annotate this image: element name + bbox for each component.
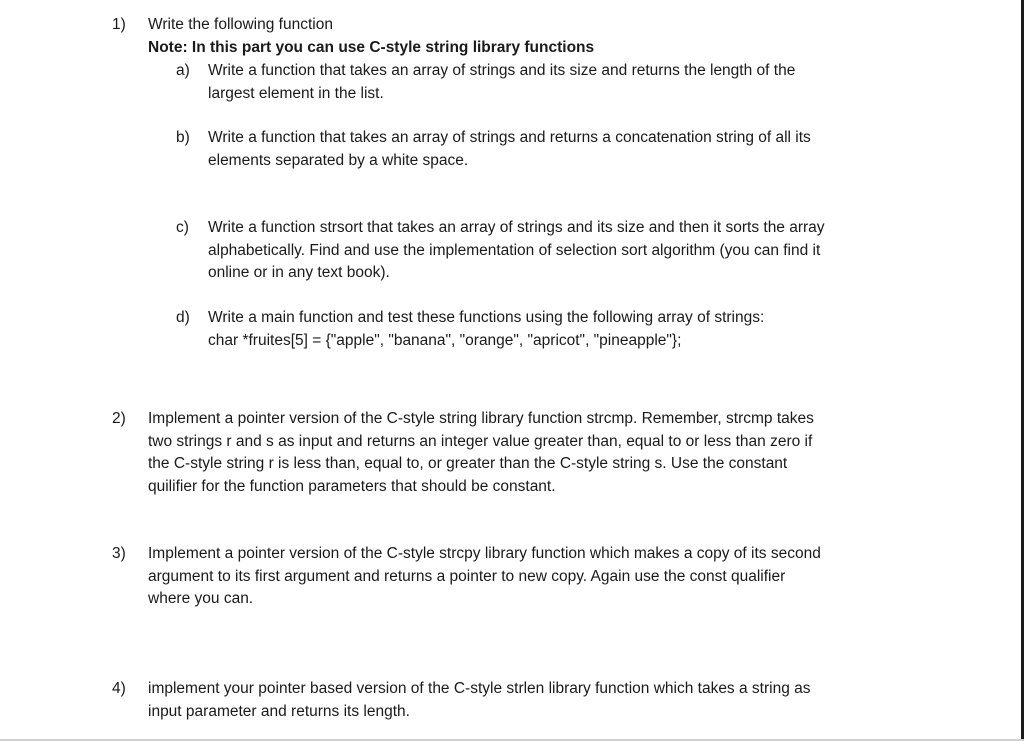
q4-text <box>148 678 811 723</box>
q2-line: the C-style string r is less than, equal to, or greater than the C-style string s. Use the constant <box>148 455 788 472</box>
q1d-line: Write a main function and test these functions using the following array of strings: <box>208 309 765 326</box>
q1c-letter: c) <box>176 219 189 236</box>
q1c-line: Write a function strsort that takes an array of strings and its size and then it sorts the array <box>208 219 825 236</box>
q1-title: Write the following function <box>148 16 333 33</box>
q1-header <box>148 14 594 59</box>
q1b-letter: b) <box>176 129 190 146</box>
q3-line: Implement a pointer version of the C-style strcpy library function which makes a copy of its second <box>148 545 821 562</box>
q1d-letter: d) <box>176 309 190 326</box>
q4-line: implement your pointer based version of the C-style strlen library function which takes a string as <box>148 680 811 697</box>
q1b-line: Write a function that takes an array of strings and returns a concatenation string of all its <box>208 129 811 146</box>
q3-line: where you can. <box>148 590 254 607</box>
q1a-line: Write a function that takes an array of strings and its size and returns the length of the <box>208 62 796 79</box>
q1-number: 1) <box>112 16 126 33</box>
q4-line: input parameter and returns its length. <box>148 702 410 720</box>
q4-number: 4) <box>112 680 126 697</box>
q1c-line: online or in any text book). <box>208 264 390 281</box>
q1c-line: alphabetically. Find and use the implementation of selection sort algorithm (you can find it <box>208 241 821 259</box>
q1a-letter: a) <box>176 62 190 79</box>
q3-text <box>148 543 821 611</box>
q2-line: Implement a pointer version of the C-style string library function strcmp. Remember, strcmp takes <box>148 410 814 427</box>
q2-line: quilifier for the function parameters that should be constant. <box>148 477 556 495</box>
q1d-text <box>208 307 764 352</box>
q1d-code-line: char *fruites[5] = {"apple", "banana", "orange", "apricot", "pineapple"}; <box>208 331 682 349</box>
q1-note: Note: In this part you can use C-style string library functions <box>148 38 595 56</box>
q3-number: 3) <box>112 545 126 562</box>
q1a-line: largest element in the list. <box>208 84 384 102</box>
q1b-line: elements separated by a white space. <box>208 151 469 169</box>
q1b-text <box>208 127 811 172</box>
q2-text <box>148 408 814 498</box>
q1a-text <box>208 60 795 105</box>
q2-line: two strings r and s as input and returns an integer value greater than, equal to or less than zero if <box>148 432 813 450</box>
q2-number: 2) <box>112 410 126 427</box>
q1c-text <box>208 217 825 285</box>
q3-line: argument to its first argument and returns a pointer to new copy. Again use the const qualifier <box>148 567 786 585</box>
